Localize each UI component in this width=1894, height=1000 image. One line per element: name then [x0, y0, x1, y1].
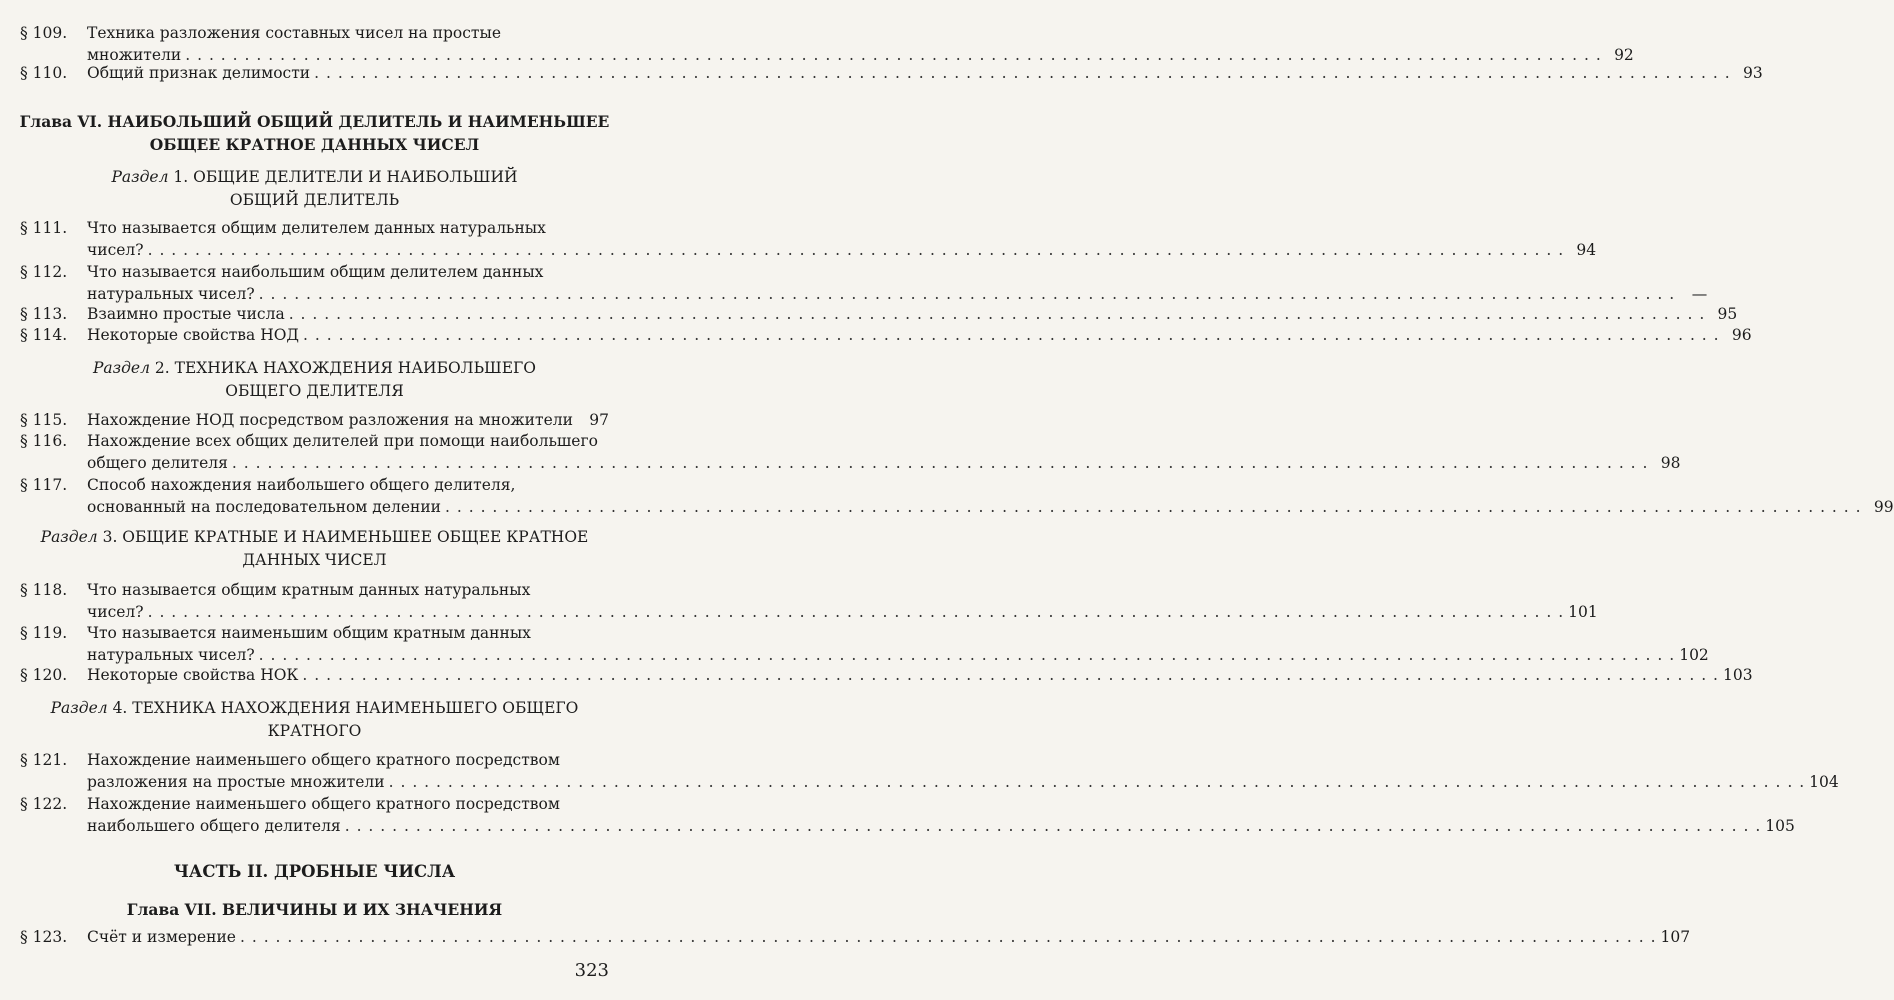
section-label: Раздел	[92, 359, 150, 377]
section-title-line2: ОБЩЕГО ДЕЛИТЕЛЯ	[225, 382, 404, 400]
entry-page: 104	[1809, 773, 1839, 791]
section-heading-2	[0, 357, 629, 403]
entry-number: § 109.	[20, 24, 68, 42]
toc-entry-116	[20, 430, 1681, 474]
entry-title-last: Взаимно простые числа	[87, 305, 285, 323]
entry-page: 98	[1660, 454, 1681, 472]
leader-dots: . . . . . . . . . . . . . . . . . . . . . . . . . . . . . . . . . . . . . . . . . . . . . . . . . . . . . . . . . . . . . . . . . . . . . . . . . . . . . . . . . . . . . . . . . . . . . . . . . . . . . . . . . . . . . . . . . . . . . . . .	[147, 603, 1565, 621]
section-title-line1: 4. ТЕХНИКА НАХОЖДЕНИЯ НАИМЕНЬШЕГО ОБЩЕГО	[112, 699, 579, 717]
entry-page: 94	[1576, 241, 1597, 259]
leader-dots: . . . . . . . . . . . . . . . . . . . . . . . . . . . . . . . . . . . . . . . . . . . . . . . . . . . . . . . . . . . . . . . . . . . . . . . . . . . . . . . . . . . . . . . . . . . . . . . . . . . . . . . . . . . . . . . . . . . . . . . .	[258, 285, 1676, 303]
entry-title-last: чисел?	[87, 241, 144, 259]
entry-page: 95	[1717, 305, 1738, 323]
entry-page: 97	[589, 411, 609, 429]
section-label: Раздел	[40, 528, 98, 546]
chapter-heading-7	[0, 898, 629, 921]
section-heading-3	[0, 526, 629, 572]
entry-title-last: Нахождение НОД посредством разложения на множители	[87, 411, 573, 429]
toc-entry-112	[20, 261, 1708, 305]
part-heading	[0, 860, 629, 883]
entry-page: 92	[1614, 46, 1634, 64]
entry-page: 93	[1742, 64, 1763, 82]
entry-title-last: Некоторые свойства НОД	[87, 326, 300, 344]
leader-dots: . . . . . . . . . . . . . . . . . . . . . . . . . . . . . . . . . . . . . . . . . . . . . . . . . . . . . . . . . . . . . . . . . . . . . . . . . . . . . . . . . . . . . . . . . . . . . . . . . . . . . . . . . . . . . . . . . . . . . . . .	[302, 666, 1719, 684]
entry-title-last: Некоторые свойства НОК	[87, 666, 299, 684]
entry-number: § 117.	[20, 476, 68, 494]
leader-dots: . . . . . . . . . . . . . . . . . . . . . . . . . . . . . . . . . . . . . . . . . . . . . . . . . . . . . . . . . . . . . . . . . . . . . . . . . . . . . . . . . . . . . . . . . . . . . . . . . . . . . . . . . . . . . . . . . . . . . . . .	[288, 305, 1706, 323]
toc-entry-109	[20, 22, 1634, 66]
entry-title-line: Что называется наименьшим общим кратным данных	[87, 624, 531, 642]
toc-entry-119	[20, 622, 1709, 666]
entry-number: § 111.	[20, 219, 68, 237]
entry-number: § 116.	[20, 432, 68, 450]
entry-page: 99	[1873, 498, 1894, 516]
chapter-title-line1: Глава VI. НАИБОЛЬШИЙ ОБЩИЙ ДЕЛИТЕЛЬ И НАИМЕНЬШЕЕ	[19, 112, 610, 131]
entry-number: § 114.	[20, 326, 68, 344]
chapter-title: Глава VII. ВЕЛИЧИНЫ И ИХ ЗНАЧЕНИЯ	[126, 900, 503, 919]
toc-entry-123	[20, 926, 1691, 948]
entry-number: § 112.	[20, 263, 68, 281]
entry-number: § 119.	[20, 624, 68, 642]
toc-entry-113	[20, 303, 1738, 325]
entry-title-line: Что называется общим делителем данных натуральных	[87, 219, 546, 237]
entry-title-last: основанный на последовательном делении	[87, 498, 442, 516]
leader-dots: . . . . . . . . . . . . . . . . . . . . . . . . . . . . . . . . . . . . . . . . . . . . . . . . . . . . . . . . . . . . . . . . . . . . . . . . . . . . . . . . . . . . . . . . . . . . . . . . . . . . . . . . . . . . . . . . . . . . . . . .	[147, 241, 1565, 259]
entry-number: § 110.	[20, 64, 68, 82]
section-title-line1: 3. ОБЩИЕ КРАТНЫЕ И НАИМЕНЬШЕЕ ОБЩЕЕ КРАТНОЕ	[102, 528, 589, 546]
leader-dots: . . . . . . . . . . . . . . . . . . . . . . . . . . . . . . . . . . . . . . . . . . . . . . . . . . . . . . . . . . . . . . . . . . . . . . . . . . . . . . . . . . . . . . . . . . . . . . . . . . . . . . . . . . . . . . . . . . . . . . . .	[388, 773, 1806, 791]
entry-number: § 122.	[20, 795, 68, 813]
entry-page: 105	[1765, 817, 1795, 835]
section-heading-4	[0, 697, 629, 743]
leader-dots: . . . . . . . . . . . . . . . . . . . . . . . . . . . . . . . . . . . . . . . . . . . . . . . . . . . . . . . . . . . . . . . . . . . . . . . . . . . . . . . . . . . . . . . . . . . . . . . . . . . . . . . . . . . . . . . . . . . . . . . .	[239, 928, 1657, 946]
leader-dots: . . . . . . . . . . . . . . . . . . . . . . . . . . . . . . . . . . . . . . . . . . . . . . . . . . . . . . . . . . . . . . . . . . . . . . . . . . . . . . . . . . . . . . . . . . . . . . . . . . . . . . . . . . . . . . . . . . . . . . . .	[185, 46, 1602, 64]
entry-title-last: чисел?	[87, 603, 144, 621]
toc-entry-117	[20, 474, 1894, 518]
entry-page: 107	[1660, 928, 1691, 946]
section-title-line1: 2. ТЕХНИКА НАХОЖДЕНИЯ НАИБОЛЬШЕГО	[154, 359, 537, 377]
entry-title-last: разложения на простые множители	[87, 773, 385, 791]
leader-dots: . . . . . . . . . . . . . . . . . . . . . . . . . . . . . . . . . . . . . . . . . . . . . . . . . . . . . . . . . . . . . . . . . . . . . . . . . . . . . . . . . . . . . . . . . . . . . . . . . . . . . . . . . . . . . . . . . . . . . . . .	[344, 817, 1762, 835]
entry-title-line: Что называется общим кратным данных натуральных	[87, 581, 531, 599]
entry-title-line: Что называется наибольшим общим делителем данных	[87, 263, 544, 281]
entry-title-line: Техника разложения составных чисел на простые	[87, 24, 501, 42]
entry-title-last: натуральных чисел?	[87, 285, 255, 303]
entry-page: 103	[1722, 666, 1753, 684]
toc-entry-120	[20, 664, 1753, 686]
entry-page: 96	[1731, 326, 1752, 344]
leader-dots: . . . . . . . . . . . . . . . . . . . . . . . . . . . . . . . . . . . . . . . . . . . . . . . . . . . . . . . . . . . . . . . . . . . . . . . . . . . . . . . . . . . . . . . . . . . . . . . . . . . . . . . . . . . . . . . . . . . . . . . .	[314, 64, 1731, 82]
entry-page: —	[1691, 285, 1708, 303]
section-title-line2: ОБЩИЙ ДЕЛИТЕЛЬ	[229, 191, 400, 209]
entry-page: 102	[1679, 646, 1709, 664]
entry-number: § 115.	[20, 411, 68, 429]
part-title: ЧАСТЬ II. ДРОБНЫЕ ЧИСЛА	[173, 862, 456, 881]
leader-dots: . . . . . . . . . . . . . . . . . . . . . . . . . . . . . . . . . . . . . . . . . . . . . . . . . . . . . . . . . . . . . . . . . . . . . . . . . . . . . . . . . . . . . . . . . . . . . . . . . . . . . . . . . . . . . . . . . . . . . . . .	[258, 646, 1676, 664]
entry-number: § 113.	[20, 305, 68, 323]
entry-title-last: Счёт и измерение	[87, 928, 236, 946]
section-heading-1	[0, 166, 629, 212]
toc-entry-111	[20, 217, 1597, 261]
section-label: Раздел	[111, 168, 169, 186]
entry-number: § 121.	[20, 751, 68, 769]
entry-title-line: Нахождение наименьшего общего кратного посредством	[87, 795, 560, 813]
leader-dots: . . . . . . . . . . . . . . . . . . . . . . . . . . . . . . . . . . . . . . . . . . . . . . . . . . . . . . . . . . . . . . . . . . . . . . . . . . . . . . . . . . . . . . . . . . . . . . . . . . . . . . . . . . . . . . . . . . . . . . . .	[231, 454, 1649, 472]
entry-page: 101	[1568, 603, 1598, 621]
toc-entry-118	[20, 579, 1598, 623]
entry-title-last: Общий признак делимости	[87, 64, 311, 82]
section-title-line1: 1. ОБЩИЕ ДЕЛИТЕЛИ И НАИБОЛЬШИЙ	[173, 168, 518, 186]
chapter-title-line2: ОБЩЕЕ КРАТНОЕ ДАННЫХ ЧИСЕЛ	[149, 135, 480, 154]
chapter-heading	[0, 110, 629, 156]
toc-entry-114	[20, 324, 1752, 346]
leader-dots: . . . . . . . . . . . . . . . . . . . . . . . . . . . . . . . . . . . . . . . . . . . . . . . . . . . . . . . . . . . . . . . . . . . . . . . . . . . . . . . . . . . . . . . . . . . . . . . . . . . . . . . . . . . . . . . . . . . . . . . .	[445, 498, 1862, 516]
entry-title-line: Нахождение всех общих делителей при помощи наибольшего	[87, 432, 598, 450]
entry-title-line: Нахождение наименьшего общего кратного посредством	[87, 751, 560, 769]
entry-number: § 123.	[20, 928, 68, 946]
entry-number: § 118.	[20, 581, 68, 599]
entry-title-last: натуральных чисел?	[87, 646, 255, 664]
section-title-line2: КРАТНОГО	[267, 722, 362, 740]
entry-title-line: Способ нахождения наибольшего общего делителя,	[87, 476, 516, 494]
toc-entry-115	[20, 409, 609, 431]
entry-title-last: множители	[87, 46, 182, 64]
section-title-line2: ДАННЫХ ЧИСЕЛ	[242, 551, 387, 569]
toc-entry-122	[20, 793, 1795, 837]
toc-entry-110	[20, 62, 1763, 84]
entry-title-last: общего делителя	[87, 454, 228, 472]
entry-number: § 120.	[20, 666, 68, 684]
section-label: Раздел	[50, 699, 108, 717]
toc-entry-121	[20, 749, 1839, 793]
entry-title-last: наибольшего общего делителя	[87, 817, 341, 835]
page-number: 323	[574, 960, 609, 981]
leader-dots: . . . . . . . . . . . . . . . . . . . . . . . . . . . . . . . . . . . . . . . . . . . . . . . . . . . . . . . . . . . . . . . . . . . . . . . . . . . . . . . . . . . . . . . . . . . . . . . . . . . . . . . . . . . . . . . . . . . . . . . .	[303, 326, 1720, 344]
